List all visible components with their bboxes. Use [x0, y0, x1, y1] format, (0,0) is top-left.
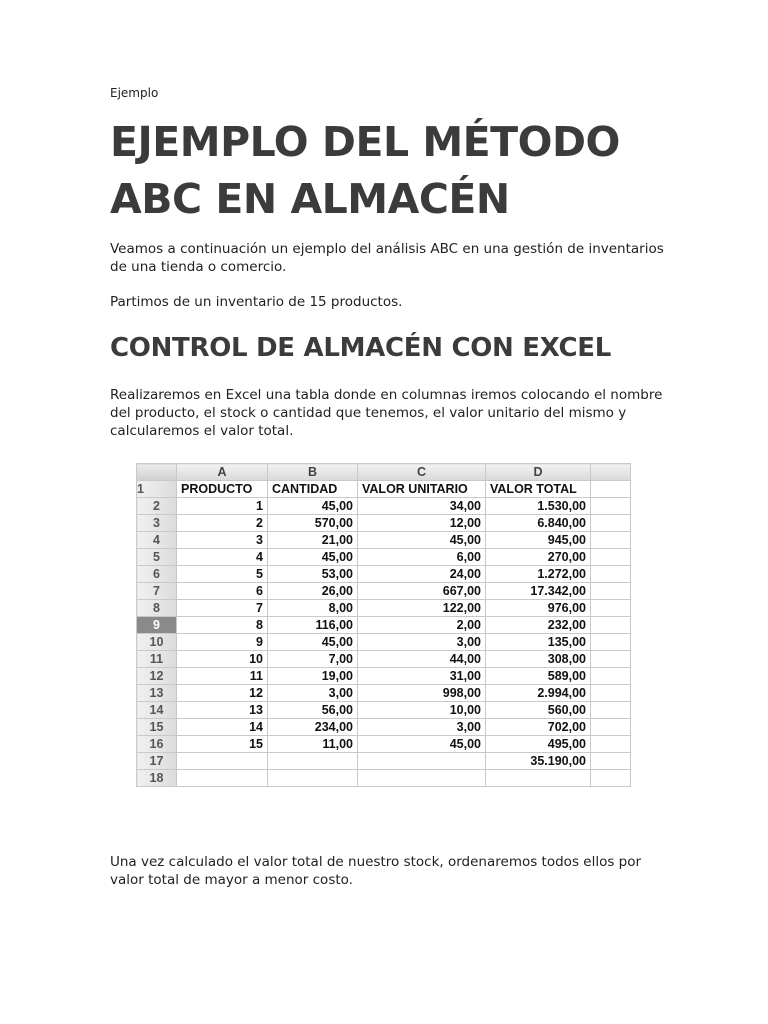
- section-paragraph: Realizaremos en Excel una tabla donde en columnas iremos colocando el nombre del producto, el stock o cantidad que tenemos, el valor unitario del mismo y calcularemos el valor total.: [110, 387, 663, 439]
- table-cell: 11,00: [268, 736, 358, 753]
- sheet-corner: [137, 464, 177, 481]
- header-cell: CANTIDAD: [268, 481, 358, 498]
- closing-paragraph: Una vez calculado el valor total de nuestro stock, ordenaremos todos ellos por valor total de mayor a menor costo.: [110, 854, 642, 888]
- empty-cell: [268, 770, 358, 787]
- table-row: [137, 685, 631, 702]
- row-number: 7: [137, 583, 177, 600]
- spreadsheet-image: [136, 463, 630, 785]
- table-row: [137, 532, 631, 549]
- table-cell: 8,00: [268, 600, 358, 617]
- empty-cell: [591, 634, 631, 651]
- empty-cell: [177, 770, 268, 787]
- empty-cell: [177, 753, 268, 770]
- column-letter: C: [358, 464, 486, 481]
- table-cell: 8: [177, 617, 268, 634]
- table-cell: 12,00: [358, 515, 486, 532]
- table-cell: 998,00: [358, 685, 486, 702]
- column-letter-empty: [591, 464, 631, 481]
- table-cell: 6.840,00: [486, 515, 591, 532]
- table-cell: 3,00: [358, 719, 486, 736]
- table-cell: 4: [177, 549, 268, 566]
- table-cell: 14: [177, 719, 268, 736]
- empty-cell: [591, 702, 631, 719]
- table-cell: 270,00: [486, 549, 591, 566]
- row-number: 2: [137, 498, 177, 515]
- table-cell: 3: [177, 532, 268, 549]
- row-number: 6: [137, 566, 177, 583]
- row-number: 5: [137, 549, 177, 566]
- empty-cell: [591, 566, 631, 583]
- table-cell: 1: [177, 498, 268, 515]
- table-cell: 2.994,00: [486, 685, 591, 702]
- table-cell: 570,00: [268, 515, 358, 532]
- empty-cell: [591, 532, 631, 549]
- empty-cell: [591, 583, 631, 600]
- table-row: [137, 668, 631, 685]
- table-cell: 7,00: [268, 651, 358, 668]
- table-row: [137, 770, 631, 787]
- table-cell: 45,00: [268, 498, 358, 515]
- table-cell: 13: [177, 702, 268, 719]
- table-header-row: [137, 481, 631, 498]
- row-number: 13: [137, 685, 177, 702]
- table-cell: 495,00: [486, 736, 591, 753]
- table-cell: 10,00: [358, 702, 486, 719]
- table-cell: 15: [177, 736, 268, 753]
- row-number: 11: [137, 651, 177, 668]
- table-cell: 560,00: [486, 702, 591, 719]
- table-row: [137, 583, 631, 600]
- total-row: [137, 753, 631, 770]
- table-cell: 1.530,00: [486, 498, 591, 515]
- column-letter: B: [268, 464, 358, 481]
- table-cell: 19,00: [268, 668, 358, 685]
- header-cell: VALOR UNITARIO: [358, 481, 486, 498]
- row-number: 10: [137, 634, 177, 651]
- table-cell: 7: [177, 600, 268, 617]
- empty-cell: [358, 753, 486, 770]
- empty-cell: [591, 668, 631, 685]
- table-cell: 2,00: [358, 617, 486, 634]
- table-cell: 308,00: [486, 651, 591, 668]
- table-cell: 9: [177, 634, 268, 651]
- table-cell: 45,00: [358, 736, 486, 753]
- row-number: 3: [137, 515, 177, 532]
- table-cell: 2: [177, 515, 268, 532]
- table-cell: 234,00: [268, 719, 358, 736]
- empty-cell: [591, 600, 631, 617]
- table-row: [137, 617, 631, 634]
- table-cell: 12: [177, 685, 268, 702]
- row-number: 4: [137, 532, 177, 549]
- table-row: [137, 702, 631, 719]
- spreadsheet-table: [136, 463, 631, 787]
- empty-cell: [591, 515, 631, 532]
- header-cell: PRODUCTO: [177, 481, 268, 498]
- intro-paragraph: Veamos a continuación un ejemplo del análisis ABC en una gestión de inventarios de una tienda o comercio.: [110, 241, 664, 275]
- table-row: [137, 549, 631, 566]
- table-cell: 6: [177, 583, 268, 600]
- empty-cell: [591, 736, 631, 753]
- table-cell: 122,00: [358, 600, 486, 617]
- inventory-paragraph: Partimos de un inventario de 15 productos.: [110, 294, 403, 310]
- row-number: 14: [137, 702, 177, 719]
- row-number: 15: [137, 719, 177, 736]
- table-cell: 5: [177, 566, 268, 583]
- table-row: [137, 566, 631, 583]
- empty-cell: [591, 685, 631, 702]
- table-cell: 667,00: [358, 583, 486, 600]
- total-value: 35.190,00: [486, 753, 591, 770]
- table-row: [137, 736, 631, 753]
- document-label: Ejemplo: [110, 86, 159, 100]
- table-cell: 945,00: [486, 532, 591, 549]
- table-cell: 31,00: [358, 668, 486, 685]
- table-row: [137, 498, 631, 515]
- row-number: 9: [137, 617, 177, 634]
- empty-cell: [591, 651, 631, 668]
- table-cell: 6,00: [358, 549, 486, 566]
- row-number: 17: [137, 753, 177, 770]
- empty-cell: [268, 753, 358, 770]
- table-cell: 11: [177, 668, 268, 685]
- table-cell: 116,00: [268, 617, 358, 634]
- table-cell: 135,00: [486, 634, 591, 651]
- table-cell: 34,00: [358, 498, 486, 515]
- empty-cell: [591, 753, 631, 770]
- table-cell: 44,00: [358, 651, 486, 668]
- table-row: [137, 600, 631, 617]
- table-cell: 45,00: [268, 634, 358, 651]
- table-cell: 17.342,00: [486, 583, 591, 600]
- table-row: [137, 719, 631, 736]
- section-heading: CONTROL DE ALMACÉN CON EXCEL: [110, 333, 612, 363]
- table-row: [137, 515, 631, 532]
- table-cell: 10: [177, 651, 268, 668]
- empty-cell: [591, 617, 631, 634]
- empty-cell: [486, 770, 591, 787]
- table-cell: 3,00: [358, 634, 486, 651]
- table-cell: 24,00: [358, 566, 486, 583]
- table-cell: 589,00: [486, 668, 591, 685]
- row-number: 1: [137, 481, 177, 498]
- page-title: EJEMPLO DEL MÉTODO ABC EN ALMACÉN: [110, 118, 620, 223]
- row-number: 16: [137, 736, 177, 753]
- header-cell: VALOR TOTAL: [486, 481, 591, 498]
- table-row: [137, 651, 631, 668]
- empty-cell: [591, 719, 631, 736]
- table-row: [137, 634, 631, 651]
- table-cell: 976,00: [486, 600, 591, 617]
- row-number: 18: [137, 770, 177, 787]
- empty-cell: [591, 770, 631, 787]
- table-cell: 45,00: [358, 532, 486, 549]
- table-cell: 45,00: [268, 549, 358, 566]
- table-cell: 702,00: [486, 719, 591, 736]
- empty-cell: [591, 498, 631, 515]
- table-cell: 26,00: [268, 583, 358, 600]
- table-cell: 3,00: [268, 685, 358, 702]
- table-cell: 53,00: [268, 566, 358, 583]
- empty-cell: [591, 549, 631, 566]
- row-number: 12: [137, 668, 177, 685]
- column-letter: A: [177, 464, 268, 481]
- empty-cell: [358, 770, 486, 787]
- table-cell: 232,00: [486, 617, 591, 634]
- table-cell: 56,00: [268, 702, 358, 719]
- column-letter: D: [486, 464, 591, 481]
- table-cell: 1.272,00: [486, 566, 591, 583]
- row-number: 8: [137, 600, 177, 617]
- empty-cell: [591, 481, 631, 498]
- column-header-row: [137, 464, 631, 481]
- table-cell: 21,00: [268, 532, 358, 549]
